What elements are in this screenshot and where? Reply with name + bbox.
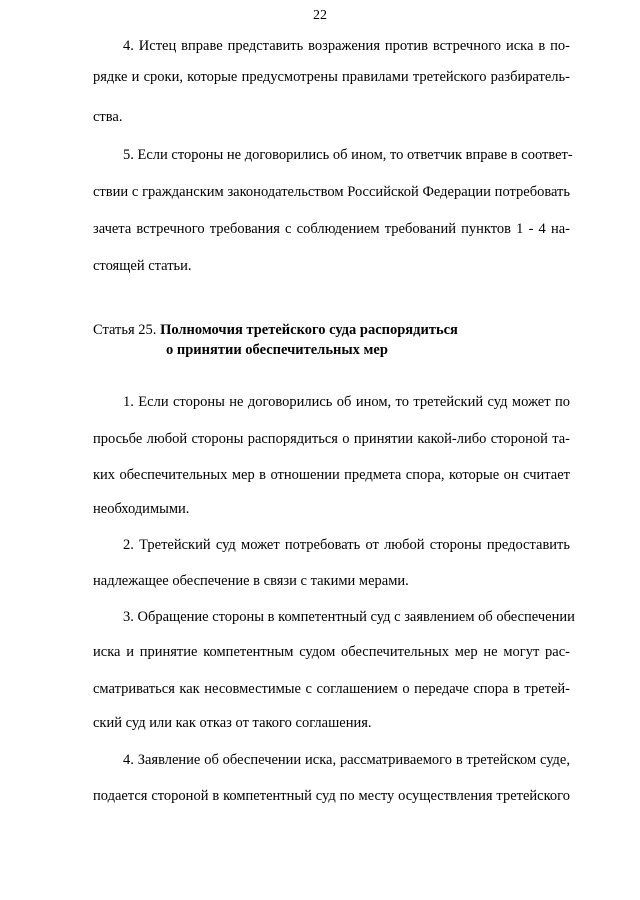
article-heading-line-1: [93, 320, 458, 340]
article-paragraph-2-line-1: 2. Третейский суд может потребовать от любой стороны предоставить: [123, 537, 570, 553]
article-paragraph-1-line-2: просьбе любой стороны распорядиться о принятии какой-либо стороной та-: [93, 431, 570, 447]
article-paragraph-3-line-1: 3. Обращение стороны в компетентный суд с заявлением об обеспечении: [123, 609, 575, 625]
article-paragraph-3-line-4: ский суд или как отказ от такого соглашения.: [93, 715, 372, 731]
paragraph-5-line-3: зачета встречного требования с соблюдением требований пунктов 1 - 4 на-: [93, 221, 570, 237]
article-paragraph-4-line-1: 4. Заявление об обеспечении иска, рассматриваемого в третейском суде,: [123, 752, 570, 768]
paragraph-4-line-2: рядке и сроки, которые предусмотрены правилами третейского разбиратель-: [93, 69, 570, 85]
article-paragraph-4-line-2: подается стороной в компетентный суд по месту осуществления третейского: [93, 788, 570, 804]
article-paragraph-2-line-2: надлежащее обеспечение в связи с такими мерами.: [93, 573, 409, 589]
article-title-line-2: о принятии обеспечительных мер: [166, 342, 388, 358]
article-paragraph-3-line-2: иска и принятие компетентным судом обеспечительных мер не могут рас-: [93, 644, 570, 660]
paragraph-5-line-1: 5. Если стороны не договорились об ином, то ответчик вправе в соответ-: [123, 147, 573, 163]
page-number: 22: [313, 8, 327, 23]
article-number: Статья 25.: [93, 322, 157, 338]
article-paragraph-3-line-3: сматриваться как несовместимые с соглашением о передаче спора в третей-: [93, 681, 570, 697]
article-title-line-1: Полномочия третейского суда распорядиться: [160, 322, 458, 338]
paragraph-4-line-3: ства.: [93, 109, 123, 125]
paragraph-4-line-1: 4. Истец вправе представить возражения против встречного иска в по-: [123, 38, 570, 54]
paragraph-5-line-4: стоящей статьи.: [93, 258, 192, 274]
article-paragraph-1-line-4: необходимыми.: [93, 501, 190, 517]
article-paragraph-1-line-3: ких обеспечительных мер в отношении предмета спора, которые он считает: [93, 467, 570, 483]
article-paragraph-1-line-1: 1. Если стороны не договорились об ином, то третейский суд может по: [123, 394, 570, 410]
paragraph-5-line-2: ствии с гражданским законодательством Российской Федерации потребовать: [93, 184, 570, 200]
